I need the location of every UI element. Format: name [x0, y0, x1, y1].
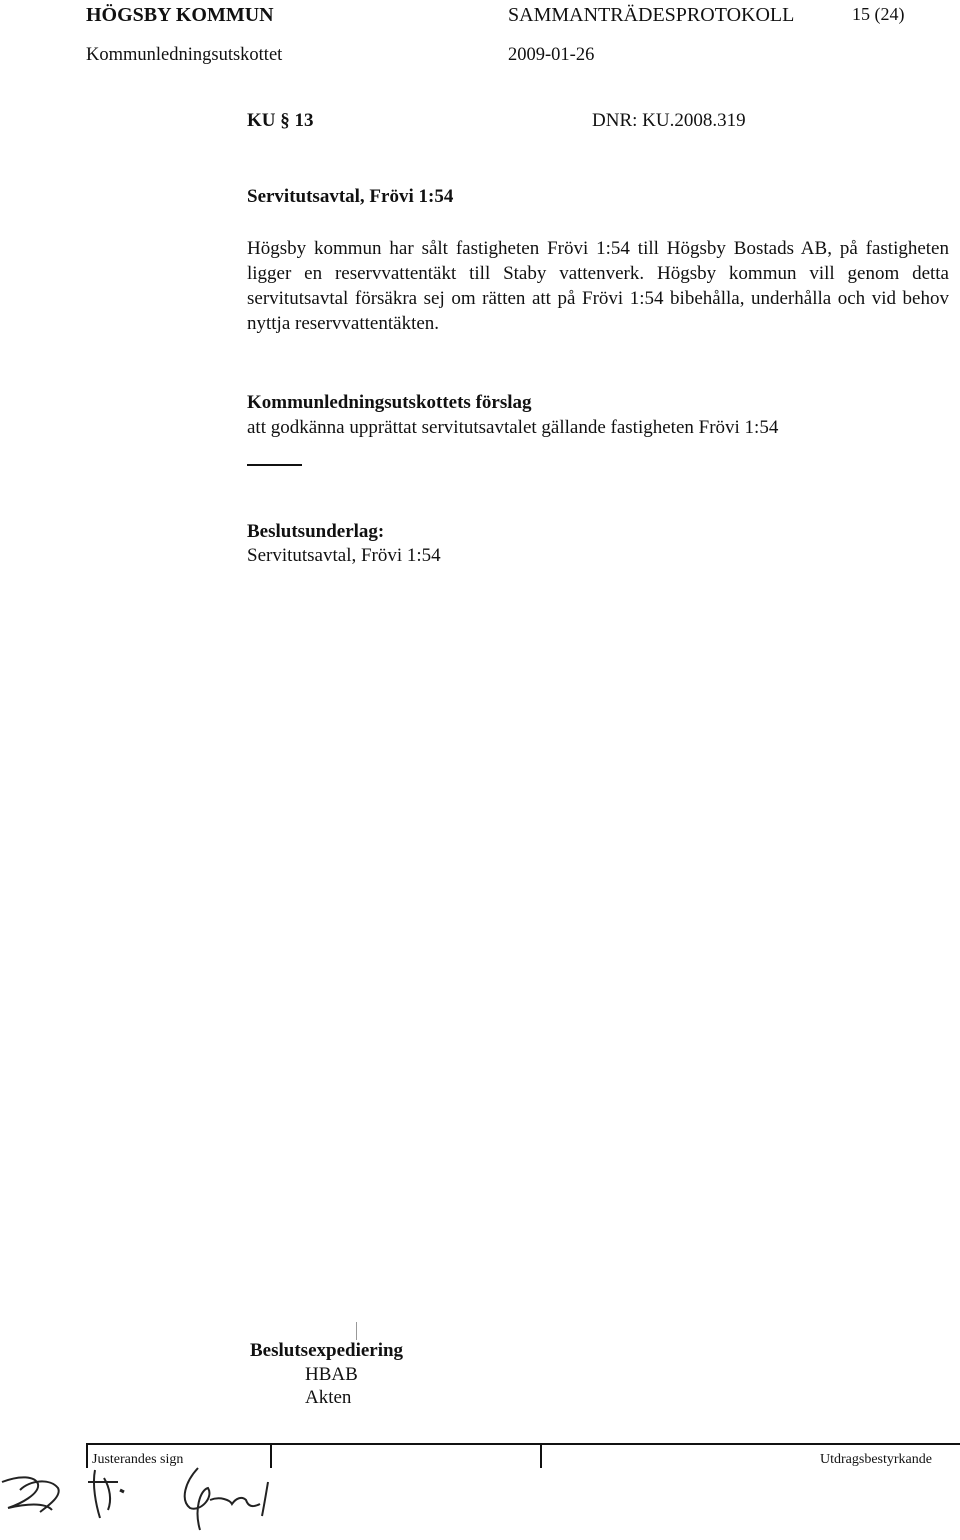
- section-title: Servitutsavtal, Frövi 1:54: [247, 186, 454, 207]
- dispatch-heading: Beslutsexpediering: [250, 1340, 404, 1361]
- document-type: SAMMANTRÄDESPROTOKOLL: [508, 4, 795, 26]
- basis-heading: Beslutsunderlag:: [247, 521, 385, 542]
- page-number: 15 (24): [852, 4, 905, 24]
- sign-label: Justerandes sign: [92, 1452, 184, 1467]
- excerpt-label: Utdragsbestyrkande: [820, 1452, 932, 1467]
- org-name: HÖGSBY KOMMUN: [86, 4, 274, 26]
- meeting-date: 2009-01-26: [508, 45, 595, 65]
- footer-top-rule-right: [356, 1443, 960, 1445]
- footer-top-rule-left: [86, 1443, 356, 1445]
- committee-name: Kommunledningsutskottet: [86, 45, 283, 65]
- case-dnr: DNR: KU.2008.319: [592, 110, 746, 131]
- signature-right: [170, 1460, 290, 1540]
- dispatch-recipient: HBAB: [305, 1364, 358, 1385]
- case-paragraph: KU § 13: [247, 110, 314, 131]
- scan-mark: [356, 1322, 357, 1340]
- basis-text: Servitutsavtal, Frövi 1:54: [247, 545, 441, 566]
- proposal-heading: Kommunledningsutskottets förslag: [247, 392, 532, 413]
- proposal-divider: [247, 464, 302, 466]
- body-text: Högsby kommun har sålt fastigheten Frövi 1:54 till Högsby Bostads AB, på fastigheten ligger en reservvattentäkt till Staby vattenverk. Högsby kommun vill genom detta servitutsavtal försäkra sej om rätten att på Frövi 1:54 bibehålla, underhålla och vid behov nyttja reservvattentäkten.: [247, 238, 949, 334]
- proposal-text: att godkänna upprättat servitutsavtalet gällande fastigheten Frövi 1:54: [247, 417, 779, 438]
- body-paragraph: [247, 236, 949, 336]
- dispatch-recipient: Akten: [305, 1387, 352, 1408]
- footer-col-line: [540, 1443, 542, 1468]
